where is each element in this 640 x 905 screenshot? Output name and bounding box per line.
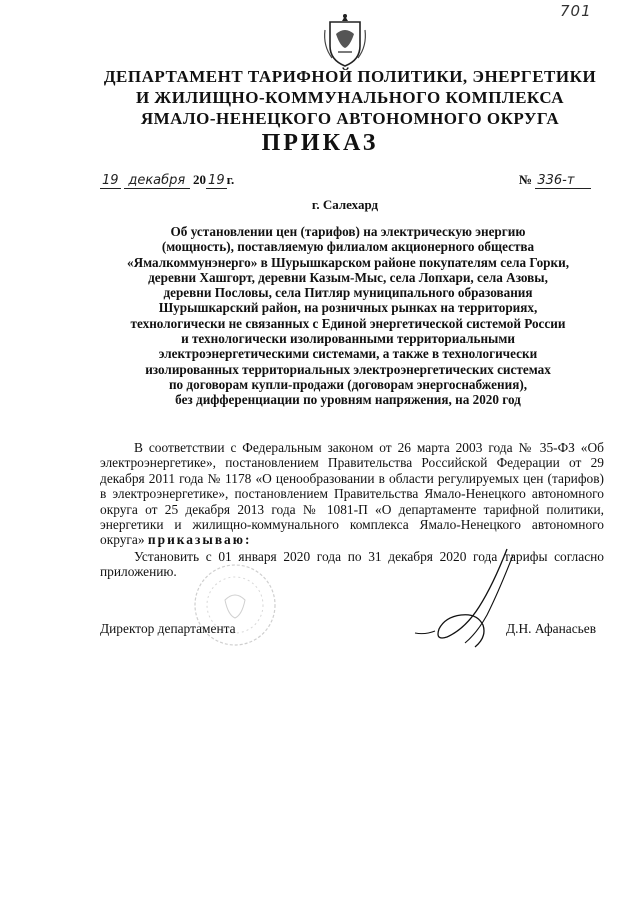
department-line: И ЖИЛИЩНО-КОММУНАЛЬНОГО КОМПЛЕКСА — [135, 88, 565, 107]
subject-line: изолированных территориальных электроэнергетических системах — [145, 361, 551, 377]
subject-line: без дифференциации по уровням напряжения, на 2020 год — [175, 392, 521, 408]
date-row — [100, 172, 234, 189]
corner-handwritten-note: 701 — [560, 2, 592, 20]
document-title: ПРИКАЗ — [261, 130, 379, 156]
subject-line: (мощность), поставляемую филиалом акционерного общества — [161, 239, 535, 255]
subject-line: и технологически изолированными территориальными — [181, 331, 515, 347]
signature-icon — [395, 545, 545, 655]
number-row — [519, 172, 591, 189]
preamble-paragraph — [100, 440, 604, 548]
city: г. Салехард — [311, 197, 379, 212]
subject-line: деревни Хашгорт, деревни Казым-Мыс, села Лопхари, села Азовы, — [148, 269, 548, 285]
subject-line: Об установлении цен (тарифов) на электрическую энергию — [170, 224, 526, 239]
subject-line: технологически не связанных с Единой энергетической системой России — [130, 315, 566, 331]
preamble-text: В соответствии с Федеральным законом от 26 марта 2003 года № 35-ФЗ «Об электроэнергетике», постановлением Правительства Российской Федерации от 29 декабря 2011 года № 1178 «О ценообразовании в области регулируемых цен (тарифов) в электроэнергетике», постановлением Правительства Ямало-Ненецкого автономного округа от 25 декабря 2013 года № 1081-П «О департаменте тарифной политики, энергетики и жилищно-коммунального комплекса Ямало-Ненецкого автономного округа» — [100, 440, 604, 548]
coat-of-arms-icon — [322, 12, 368, 68]
subject-line: деревни Пословы, села Питляр муниципального образования — [163, 285, 533, 301]
order-paragraph: Установить с 01 января 2020 года по 31 декабря 2020 года тарифы согласно приложению. — [100, 549, 604, 580]
handwritten-month: декабря — [124, 174, 190, 189]
subject-line: по договорам купли-продажи (договорам энергоснабжения), — [168, 376, 528, 392]
department-line: ДЕПАРТАМЕНТ ТАРИФНОЙ ПОЛИТИКИ, ЭНЕРГЕТИКИ — [103, 67, 597, 86]
year-prefix: 20 — [193, 172, 207, 187]
signatory-position: Директор департамента — [100, 621, 236, 636]
handwritten-year: 19 — [208, 173, 225, 188]
year-unit: г. — [226, 172, 235, 187]
document-subject — [98, 224, 598, 408]
handwritten-number: 336-т — [535, 174, 591, 189]
subject-line: «Ямалкоммунэнерго» в Шурышкарском районе покупателям села Горки, — [126, 254, 570, 270]
department-name — [60, 66, 640, 129]
subject-line: Шурышкарский район, на розничных рынках на территориях, — [158, 300, 538, 316]
signatory-name: Д.Н. Афанасьев — [506, 621, 597, 636]
number-label: № — [519, 172, 533, 187]
order-word: приказываю: — [147, 532, 252, 548]
handwritten-day: 19 — [102, 173, 119, 188]
subject-line: электроэнергетическими системами, а также в технологически — [158, 346, 538, 362]
department-line: ЯМАЛО-НЕНЕЦКОГО АВТОНОМНОГО ОКРУГА — [140, 109, 560, 128]
